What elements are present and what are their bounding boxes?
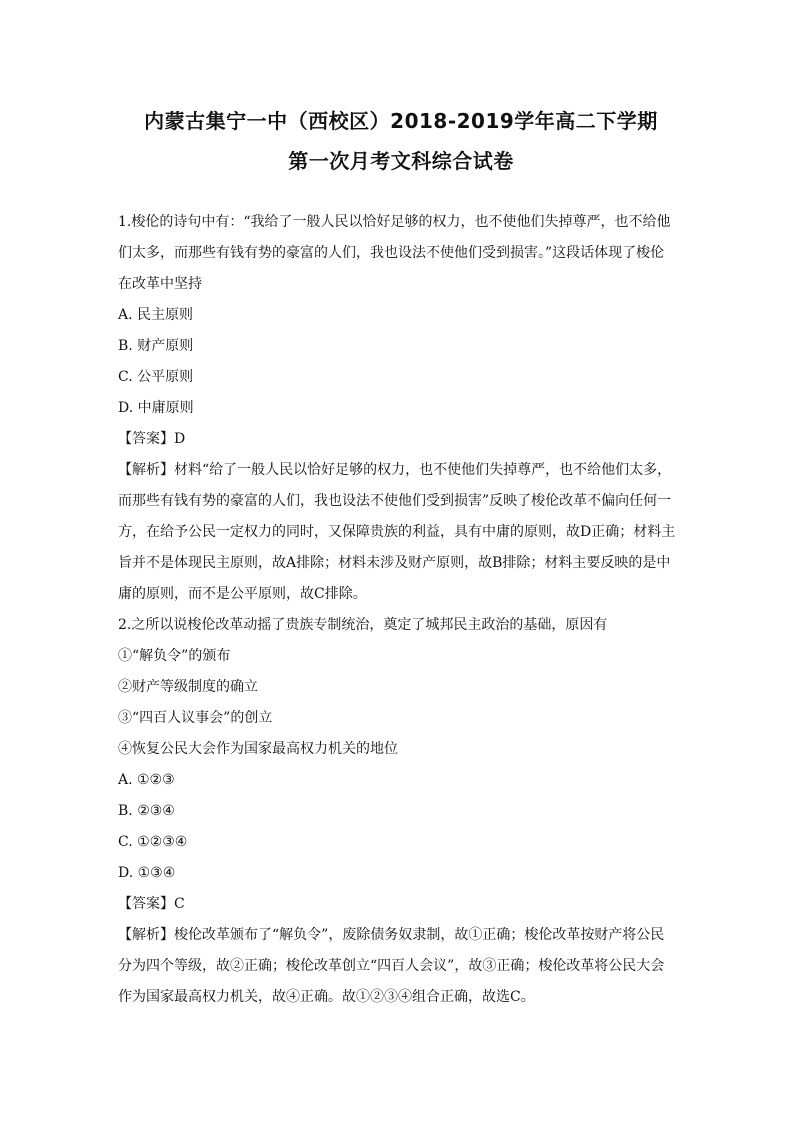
question-1-stem-line: 1.梭伦的诗句中有：“我给了一般人民以恰好足够的权力，也不使他们失掉尊严，也不给他: [118, 214, 671, 230]
document-body: [118, 207, 684, 1013]
question-2-option-b: B. ②③④: [118, 803, 175, 819]
question-1-option-c: C. 公平原则: [118, 369, 194, 385]
question-2-item: ③“四百人议事会”的创立: [118, 710, 273, 726]
question-2-stem-line: 2.之所以说梭伦改革动摇了贵族专制统治，奠定了城邦民主政治的基础，原因有: [118, 617, 608, 633]
question-1-option-a: A. 民主原则: [118, 307, 194, 323]
question-2-item: ④恢复公民大会作为国家最高权力机关的地位: [118, 741, 398, 757]
question-1-explanation-line: 旨并不是体现民主原则，故A排除；材料未涉及财产原则，故B排除；材料主要反映的是中: [118, 555, 671, 571]
question-1-option-d: D. 中庸原则: [118, 400, 194, 416]
question-1-explanation-line: 庸的原则，而不是公平原则，故C排除。: [118, 586, 367, 602]
question-1-explanation-line: 而那些有钱有势的豪富的人们，我也设法不使他们受到损害”反映了梭伦改革不偏向任何一: [118, 493, 672, 509]
question-1-stem-line: 们太多，而那些有钱有势的豪富的人们，我也设法不使他们受到损害。”这段话体现了梭伦: [118, 245, 665, 261]
question-1-stem-line: 在改革中坚持: [118, 276, 202, 292]
question-2-option-a: A. ①②③: [118, 772, 175, 788]
question-2-explanation-line: 作为国家最高权力机关，故④正确。故①②③④组合正确，故选C。: [118, 989, 535, 1005]
question-2-explanation-line: 分为四个等级，故②正确；梭伦改革创立“四百人会议”，故③正确；梭伦改革将公民大会: [118, 958, 665, 974]
question-1: [118, 207, 684, 610]
question-2-answer: 【答案】C: [118, 896, 185, 912]
question-1-explanation-line: 方，在给予公民一定权力的同时，又保障贵族的利益，具有中庸的原则，故D正确；材料主: [118, 524, 676, 540]
question-2-item: ①“解负令”的颁布: [118, 648, 231, 664]
question-1-option-b: B. 财产原则: [118, 338, 194, 354]
question-2-option-d: D. ①③④: [118, 865, 176, 881]
question-2-item: ②财产等级制度的确立: [118, 679, 258, 695]
question-1-answer: 【答案】D: [118, 431, 186, 447]
question-1-explanation-line: 【解析】材料“给了一般人民以恰好足够的权力，也不使他们失掉尊严，也不给他们太多，: [118, 462, 672, 478]
title-line-2: 第一次月考文科综合试卷: [288, 149, 514, 173]
question-2-explanation-line: 【解析】梭伦改革颁布了“解负令”，废除债务奴隶制，故①正确；梭伦改革按财产将公民: [118, 927, 665, 943]
document-title: [118, 103, 684, 179]
question-2-option-c: C. ①②③④: [118, 834, 188, 850]
question-2: [118, 610, 684, 1013]
title-line-1: 内蒙古集宁一中（西校区）2018-2019学年高二下学期: [144, 109, 658, 133]
